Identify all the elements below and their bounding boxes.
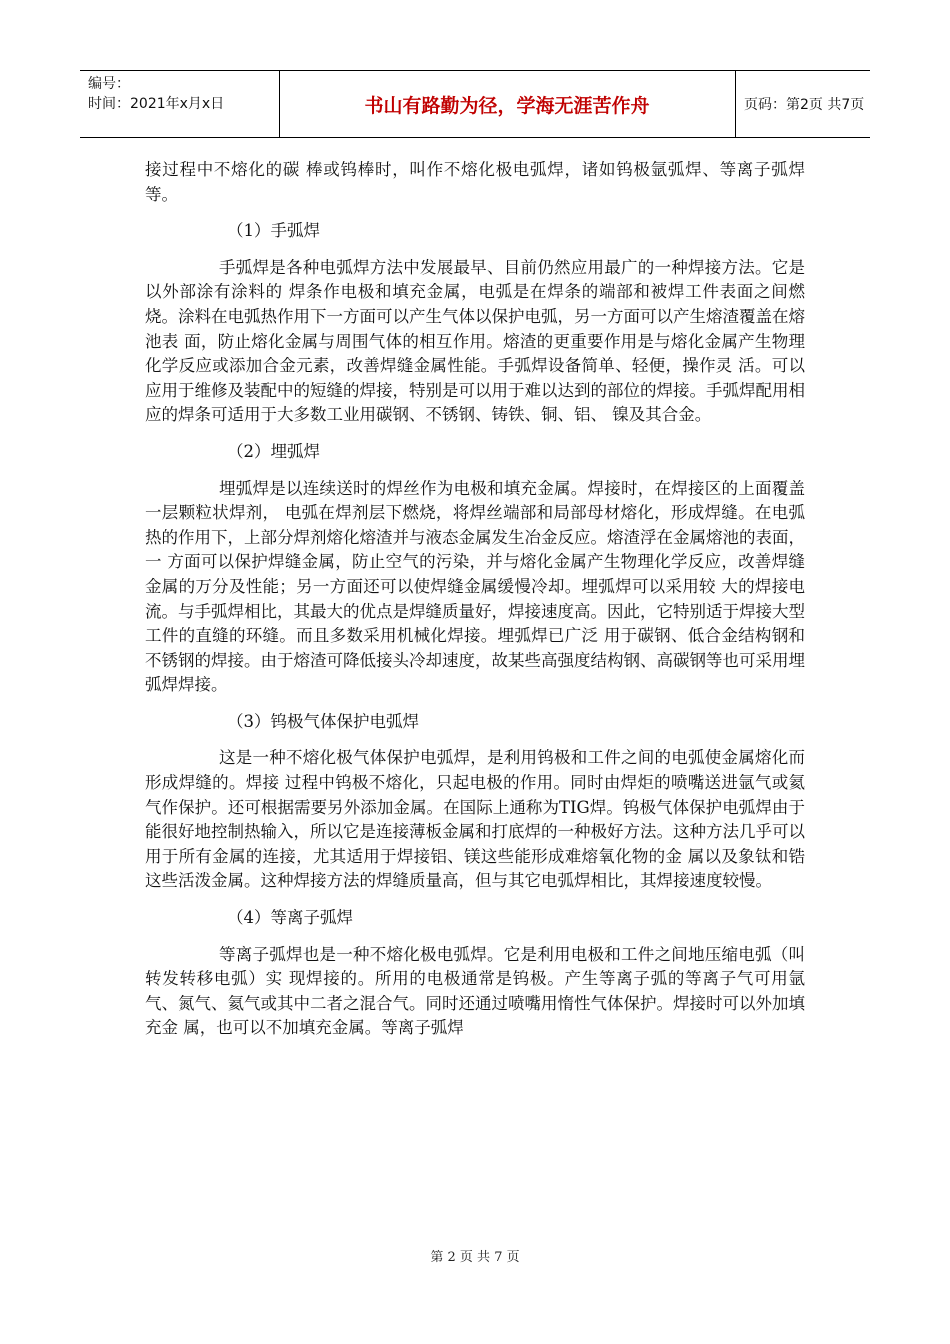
section-heading: （1）手弧焊 [227,221,320,241]
section-heading: （3）钨极气体保护电弧焊 [227,711,419,731]
section-heading: （4）等离子弧焊 [227,908,353,928]
section-paragraph: 这是一种不熔化极气体保护电弧焊，是利用钨极和工件之间的电弧使金属熔化而形成焊缝的。焊接 过程中钨极不熔化，只起电极的作用。同时由焊炬的喷嘴送进氩气或氦气作保护。还可根据需要另外添加金属。在国际上通称为TIG焊。钨极气体保护电弧焊由于 能很好地控制热输入，所以它是连接薄板金属和打底焊的一种极好方法。这种方法几乎可以用于所有金属的连接，尤其适用于焊接铝、镁这些能形成难熔氧化物的金 属以及象钛和锆这些活泼金属。这种焊接方法的焊缝质量高，但与其它电弧焊相比，其焊接速度较慢。 [145,748,805,891]
doc-number-label: 编号： [88,76,130,92]
document-header [80,70,870,138]
header-motto-cell [279,71,736,137]
section-paragraph: 等离子弧焊也是一种不熔化极电弧焊。它是利用电极和工件之间地压缩电弧（叫转发转移电弧）实 现焊接的。所用的电极通常是钨极。产生等离子弧的等离子气可用氩气、氮气、氦气或其中二者之混合气。同时还通过喷嘴用惰性气体保护。焊接时可以外加填充金 属，也可以不加填充金属。等离子弧焊 [145,944,805,1038]
document-body [145,158,805,1041]
page-footer: 第 2 页 共 7 页 [430,1250,520,1265]
header-motto: 书山有路勤为径，学海无涯苦作舟 [364,94,650,117]
header-meta-cell [80,71,280,137]
intro-paragraph: 接过程中不熔化的碳 棒或钨棒时，叫作不熔化极电弧焊，诸如钨极氩弧焊、等离子弧焊等。 [145,160,805,204]
section-heading: （2）埋弧焊 [227,441,320,461]
header-page-cell [736,71,878,137]
section-paragraph: 埋弧焊是以连续送时的焊丝作为电极和填充金属。焊接时，在焊接区的上面覆盖一层颗粒状焊剂， 电弧在焊剂层下燃烧，将焊丝端部和局部母材熔化，形成焊缝。在电弧热的作用下，上部分焊剂熔化熔渣并与液态金属发生冶金反应。熔渣浮在金属熔池的表面，一 方面可以保护焊缝金属，防止空气的污染，并与熔化金属产生物理化学反应，改善焊缝金属的万分及性能；另一方面还可以使焊缝金属缓慢冷却。埋弧焊可以采用较 大的焊接电流。与手弧焊相比，其最大的优点是焊缝质量好，焊接速度高。因此，它特别适于焊接大型工件的直缝的环缝。而且多数采用机械化焊接。埋弧焊已广泛 用于碳钢、低合金结构钢和不锈钢的焊接。由于熔渣可降低接头冷却速度，故某些高强度结构钢、高碳钢等也可采用埋弧焊焊接。 [145,478,805,695]
section-paragraph: 手弧焊是各种电弧焊方法中发展最早、目前仍然应用最广的一种焊接方法。它是以外部涂有涂料的 焊条作电极和填充金属，电弧是在焊条的端部和被焊工件表面之间燃烧。涂料在电弧热作用下一方面可以产生气体以保护电弧，另一方面可以产生熔渣覆盖在熔池表 面，防止熔化金属与周围气体的相互作用。熔渣的更重要作用是与熔化金属产生物理化学反应或添加合金元素，改善焊缝金属性能。手弧焊设备简单、轻便，操作灵 活。可以应用于维修及装配中的短缝的焊接，特别是可以用于难以达到的部位的焊接。手弧焊配用相应的焊条可适用于大多数工业用碳钢、不锈钢、铸铁、铜、铝、 镍及其合金。 [145,257,805,425]
header-page-info: 页码：第2页 共7页 [744,97,865,113]
doc-time-label: 时间：2021年x月x日 [88,96,225,112]
